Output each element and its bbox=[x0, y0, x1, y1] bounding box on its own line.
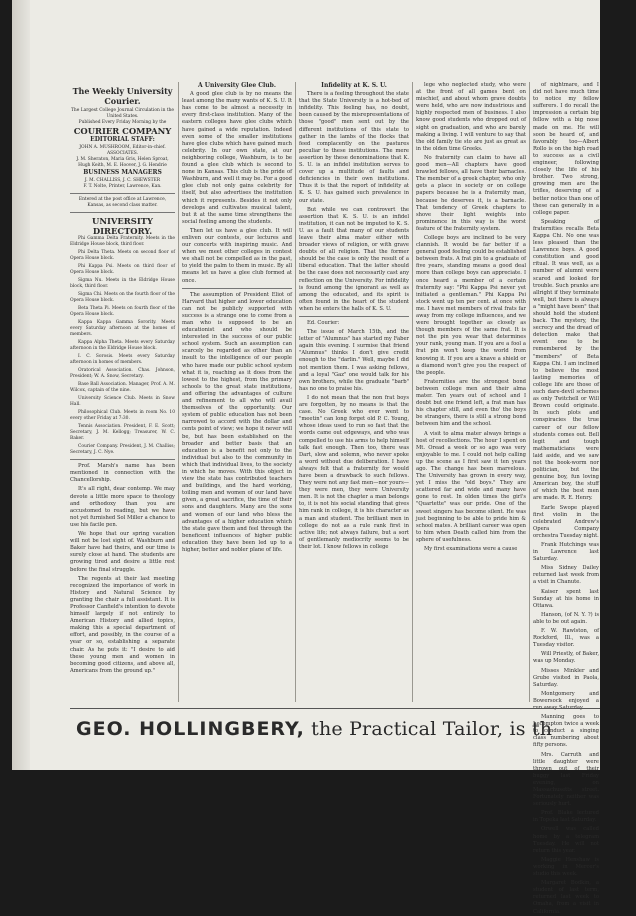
editor-in-chief: JOHN A. MUSHROOM, Editor-in-chief. bbox=[79, 145, 166, 151]
associates-names: J. M. Sheraton, Maria Gris, Helen Sproat, Hugh Keith, M. E. Hoover, J. G. Hendrie bbox=[76, 157, 169, 169]
column-infidelity bbox=[299, 82, 409, 707]
local-item: Kaiser spent last Sunday at his home in Ottawa. bbox=[533, 588, 599, 609]
article-paragraph: College boys are inclined to be very clannish. It would be far better if a general good feeling could be established between frats. A frat pin to a graduate of five years, standing means a good deal more than college boys can appreciate. I once heard a member of a certain fraternity say: "Phi Kappa Psi never yet initiated a gentleman." Phi Kappa Psi stock went up ten per cent. at once with me. I have met members of rival frats far away from my college influences, and we were brought together as closely as though members of the same frat. It is not the pin you wear that determines your rank, young man. If you are a fool a frat pin won't keep the world from knowing it. If you are a knave a shield or a diamond won't give you the respect of the people. bbox=[416, 234, 526, 376]
editorial-paragraph: Prof. Marsh's name has been mentioned in connection with the Chancellorship. bbox=[70, 463, 175, 484]
directory-item: Base Ball Association. Manager, Prof. A. M. Wilcox, captain of the nine. bbox=[70, 382, 175, 394]
divider bbox=[70, 193, 175, 194]
printer-line: F. T. Nolte, Printer, Lawrence, Kan. bbox=[83, 184, 162, 190]
entered-notice: Entered at the post office at Lawrence, Kansas, as second class matter. bbox=[78, 197, 167, 209]
article-paragraph: A good glee club is by no means the least among the many wants of K. S. U. It has come to be almost a necessity in every first-class institution. Many of the eastern colleges have glee clubs which have gained a wide reputation. Indeed even some of the smaller institutions have glee clubs which have gained much celebrity. In our own state, at our neighboring college, Washburn, is to be found a glee club which is second to none in Kansas. This club is the pride of Washburn, and well it may be. For a good glee club not only gains celebrity for itself, but also advertises the institution which it represents. Besides it not only develops and cultivates musical talent, but it at the same time strengthens the social feeling among the students. bbox=[182, 91, 292, 225]
article-paragraph: No fraternity can claim to have all good men—All chapters have good brawled fellows, all have their barnacles. The member of a greek chapter, who only gets a place in society or on college papers because he is a fraternity man, because he deserves it, is a barnacle. That tendency of Greek chapters to shove their light weights into prominence in this way is the worst feature of the fraternity system. bbox=[416, 154, 526, 232]
column-locals bbox=[533, 82, 599, 915]
local-item: Miss Sidney Dailey returned last week from a visit in Chanute. bbox=[533, 565, 599, 586]
directory-item: I. C. Sorosis. Meets every Saturday afternoon in homes of members. bbox=[70, 354, 175, 366]
article-paragraph: Then let us have a glee club. It will enliven our contests, our lectures and our concerts with inspiring music. And when we meet other colleges in contest we shall not be compelled as in the past, to yield the palm to them in music. By all means let us have a glee club formed at once. bbox=[182, 227, 292, 284]
business-managers-names: J. M. CHALLISS, J. C. SHEWSTER bbox=[84, 178, 161, 184]
editorial-staff-heading: EDITORIAL STAFF: bbox=[90, 136, 155, 143]
article-paragraph: But while we can controvert the assertion that K. S. U. is an infidel institution, it can not be imputed to K. S. U. as a fault that many of our students leave their alma mater either with broader views of religion, or with grave doubts of all religion. That the former should be the case is only the result of a liberal education. That the latter should be the case does not necessarily cast any reflection on the University. For infidelity is found among the ignorant as well as among the educated, and its spirit is often found in the heart of the student when he enters the halls of K. S. U. bbox=[299, 206, 409, 312]
column-letter-continued bbox=[416, 82, 526, 707]
masthead-title: The Weekly University Courier. bbox=[72, 86, 173, 106]
directory-item: Phi Gamma Delta Fraternity. Meets in the Eldridge House block, third floor. bbox=[70, 236, 175, 248]
directory-item: Kappa Kappa Gamma Sorority. Meets every Saturday afternoon at the homes of members. bbox=[70, 320, 175, 338]
column-rule bbox=[412, 82, 413, 702]
editorial-paragraph: It's all right, dear contemp. We may devote a little more space to theology and orthodoxy than you are accustomed to reading, but we have not yet furnished Sol Miller a chance to use his facile pen. bbox=[70, 486, 175, 528]
divider bbox=[70, 212, 175, 213]
column-glee-club bbox=[182, 82, 292, 707]
directory-item: Beta Theta Pi. Meets on fourth floor of the Opera House block. bbox=[70, 306, 175, 318]
column-rule bbox=[178, 82, 179, 702]
local-item: Manning goes to Lecompton twice a week to conduct a singing class numbering about fifty persons. bbox=[533, 714, 599, 749]
directory-item: University Science Club. Meets in Snow Hall. bbox=[70, 396, 175, 408]
local-item: Earle Swope played first violin in the celebrated Andrew's Opera Company orchestra Tuesday night. bbox=[533, 504, 599, 539]
directory-item: Tennis Association. President, F. E. Scott; Secretary, J. M. Kellogg; Treasurer, W. C. Baker. bbox=[70, 424, 175, 442]
advertiser-name: GEO. HOLLINGBERY, bbox=[76, 718, 305, 740]
article-paragraph: A visit to alma mater always brings a host of recollections. The hour I spent on Mt. Oread a week or so ago was very enjoyable to me. I could not help calling up the scene as I first saw it ten years ago. The change has been marvelous. The University has grown in every way, yet I miss the "old boys." They are scattered far and wide and many have gone to rest. In olden times the girl's "Quartette" was our pride. One of the sweet singers has become silent. He was just beginning to be able to pride him & school mates. A brilliant career was open to him when Death called him from the sphere of usefulness. bbox=[416, 430, 526, 543]
local-item: Will Priestly, of Baker, was up Monday. bbox=[533, 651, 599, 665]
column-rule bbox=[295, 82, 296, 702]
directory-heading: UNIVERSITY DIRECTORY. bbox=[92, 216, 153, 237]
local-item: Mrs. Carruth and little daughter were thrown out of their buggy last Friday evening, on Massachusetts street. Fortunately neither was seriously hurt. bbox=[533, 751, 599, 808]
newspaper-page bbox=[12, 0, 600, 915]
local-item: Misses Minkler and Grube visited in Paola, Saturday. bbox=[533, 667, 599, 688]
column-masthead bbox=[70, 82, 175, 682]
article-heading: Infidelity at K. S. U. bbox=[321, 82, 387, 89]
local-item: Margaret Bodkin, a student of last term, returned last week to Omaha, from a visit in California. bbox=[533, 880, 599, 915]
divider bbox=[182, 288, 292, 289]
column-rule bbox=[529, 82, 530, 702]
footer-rule bbox=[70, 708, 600, 709]
directory-list bbox=[70, 236, 175, 456]
tailor-advertisement bbox=[76, 714, 636, 744]
article-paragraph: The assumption of President Eliot of Harvard that higher and lower education can not be publicly supported with success is a strange one to come from a man who is supposed to be an educationist and who should be interested in the success of our public school system. Such an assumption can scarcely be regarded as other than an insult to the intelligence of our people who have made our public school system what it is, reaching as it does from the lowest to the highest, from the primary schools to the great state institutions, and offering the advantages of culture and refinement to all who will avail themselves of the opportunity. Our system of public education has not been narrowed to accord with the dollar and cents point of view; we hope it never will be, but has been established on the broader and better basis that an education is a benefit not only to the individual but also to the community in which that individual lives, to the society in which he moves. With this object in view the state has contributed teachers and buildings, and the hard working, toiling men and women of our land have given, a great sacrifice, the time of their sons and daughters. Many are the sons and women of our land who bless the advantages of a higher education which the state gave them and feel through the beneficent influences of higher public education they have been led up to a higher, better and nobler plane of life. bbox=[182, 291, 292, 553]
business-managers-heading: BUSINESS MANAGERS bbox=[83, 169, 162, 177]
local-item: Montgomery and Bowersock enjoyed a run away Saturday. bbox=[533, 690, 599, 711]
article-paragraph: of nightmare, and I did not have much time to notice my fellow sufferers. I do recall the impression a certain big fellow with a big nose made on me. He will soon be heard of, and favorably too—Albert Rollo is on the high road to success as a civil engineer, following closely the life of his brother. Two strong, growing men are the trifles, deserving of a better notice than one of these can generally in a college paper. bbox=[533, 82, 599, 216]
divider bbox=[299, 316, 409, 317]
local-item: Maggie Henshaw is working in Mercer's studio this week. bbox=[533, 856, 599, 878]
directory-item: Oratorical Association. Chas. Johnson, President; W. A. Snow, Secretary. bbox=[70, 368, 175, 380]
article-paragraph: lege who neglected study, who were at the front of all games bent on mischief, and about whom grave doubts were held, who are now industrious and highly respected men of business. I also know good students who dropped out of sight on graduation, and who are barely making a living. I will venture to say that the old family tie sto are just as great as in the olden time Greeks. bbox=[416, 82, 526, 152]
article-paragraph: Speaking of fraternities recalls Beta Kappa Chi. No one was less pleased than the Lawrence boys. A good constitution and good ritual. It was well, as a number of alumni were scared and looked for trouble. Such pranks are allright if they terminate well, but there is always a "might have been" that should hold the student back. The mystery, the secrecy and the dread of detection make that event one to be remembered by the "members" of Beta Kappa Chi. I am inclined to believe the most lasting memories of college life are those of such dare-devil schemes as only Twitchell or Will Brown could originate. In such plots and conspiracies the true career of our fellow students comes out. Bell legit and tough mathematicians were laid aside, and we saw not the book-worm nor politician, but the genuine boy, fun loving American boy, the stuff of which the best men are made. R. E. Henry. bbox=[533, 218, 599, 502]
page-binding-shadow bbox=[12, 0, 30, 770]
directory-item: Courier Company. President, J. M. Challiss; Secretary, J. C. Nye. bbox=[70, 444, 175, 456]
advertisement-text: the Practical Tailor, is th bbox=[311, 718, 553, 740]
article-heading: A University Glee Club. bbox=[198, 82, 276, 89]
associates-heading: ASSOCIATES. bbox=[106, 151, 139, 157]
directory-item: Sigma Nu. Meets in the Eldridge House block, third floor. bbox=[70, 278, 175, 290]
editorial-paragraph: The regents at their last meeting recognized the importance of work in History and Natural Science by granting the chair a full assistant. It is Professor Canfield's intention to devote himself largely if not entirely to American History and allied topics, making this a special department of effort, and possibly, in the course of a year or so, establishing a separate chair. As he puts it: "I desire to aid these young men and women in becoming good citizens, and above all, Americans from the ground up." bbox=[70, 575, 175, 674]
divider bbox=[70, 459, 175, 460]
directory-item: Kappa Alpha Theta. Meets every Saturday afternoon in the Eldridge House block. bbox=[70, 340, 175, 352]
letter-salutation: Ed. Courier: bbox=[307, 320, 340, 326]
local-item: Orwell was called home by a telegram Tuesday. He will not return this year. bbox=[533, 826, 599, 854]
local-item: Prof. Blake lectured in Topeka last Saturday. bbox=[533, 810, 599, 824]
directory-item: Philosophical Club. Meets in room No. 10 every other Friday at 7:30. bbox=[70, 410, 175, 422]
local-item: Hanson, (of N. Y. ?) is able to be out again. bbox=[533, 611, 599, 625]
article-paragraph: Fraternities are the strongest bond between college men and their alma mater. Ten years out of school and I doubt but one friend left, a frat man has his chapter still, and even tho' the boys be strangers, there is still a strong bond between him and the school. bbox=[416, 378, 526, 428]
article-paragraph: The issue of March 15th, and the letter of "Alumnus" has started my Faber again this evening. I surmise that friend "Alumnus" thinks I don't give credit enough to the "darlin." Well, maybe I did not mention them. I was asking fellows, and a loyal "Gaz" one would talk for his own brothers, while the graduate "barb" has no one to praise his. bbox=[299, 329, 409, 392]
local-item: Frank Hutchings was in Lawrence last Saturday. bbox=[533, 542, 599, 563]
article-paragraph: There is a feeling throughout the state that the State University is a hot-bed of infidelity. This feeling has, no doubt, been caused by the misrepresentations of those "good" men sent out by the different institutions of this state to gather in the lambs of the flocks that feed complacently on the pastures peculiar to these institutions. The mere assertion by these denominations that K. S. U. is an infidel institution serves to cover up a multitude of faults and deficiencies in their own institutions. Thus it is that the report of infidelity at K. S. U. has gained such prevalence in our state. bbox=[299, 91, 410, 204]
article-paragraph: I do not mean that the non frat boys are forgotten, by no means is that the case. No Greek who ever went to "meetin" can long forget old P. C. Young, whose ideas used to run so fast that the words came out edgeways, and who was compelled to use his arms to help himself talk fast enough. Then too, there was Dart, slow and solemn, who never spoke a word without due deliberation. I have always felt that a fraternity for would have been a drawback to such fellows. They were not any fast men—nor yours—they were men, they were University men. It is not the chapter a man belongs to, it is not his social standing that gives him rank in college, it is his character as a man and student. The brilliant men in college do not as a rule rank first in active life; not always failure, but a sort of gentlemanly mediocrity seems to be their lot. I know fellows in college bbox=[299, 394, 409, 550]
directory-item: Sigma Chi. Meets on the fourth floor of the Opera House block. bbox=[70, 292, 175, 304]
local-item: F. W. Rawlston, of Rockford, Ill., was a Tuesday visitor. bbox=[533, 628, 599, 649]
masthead-subtitle: The Largest College Journal Circulation in the United States. bbox=[70, 108, 175, 119]
article-paragraph: My first examinations were a cause bbox=[424, 546, 518, 552]
published-line: Published Every Friday Morning by the bbox=[78, 120, 167, 125]
directory-item: Phi Kappa Psi. Meets on third floor of Opera House block. bbox=[70, 264, 175, 276]
editorial-paragraph: We hope that our spring vacation will not be lost sight of. Washburn and Baker have had theirs, and our time is surely close at hand. The students are growing tired and desire a little rest before the final struggle. bbox=[70, 531, 175, 573]
directory-item: Phi Delta Theta. Meets on second floor of Opera House block. bbox=[70, 250, 175, 262]
publisher-name: COURIER COMPANY bbox=[73, 126, 172, 136]
